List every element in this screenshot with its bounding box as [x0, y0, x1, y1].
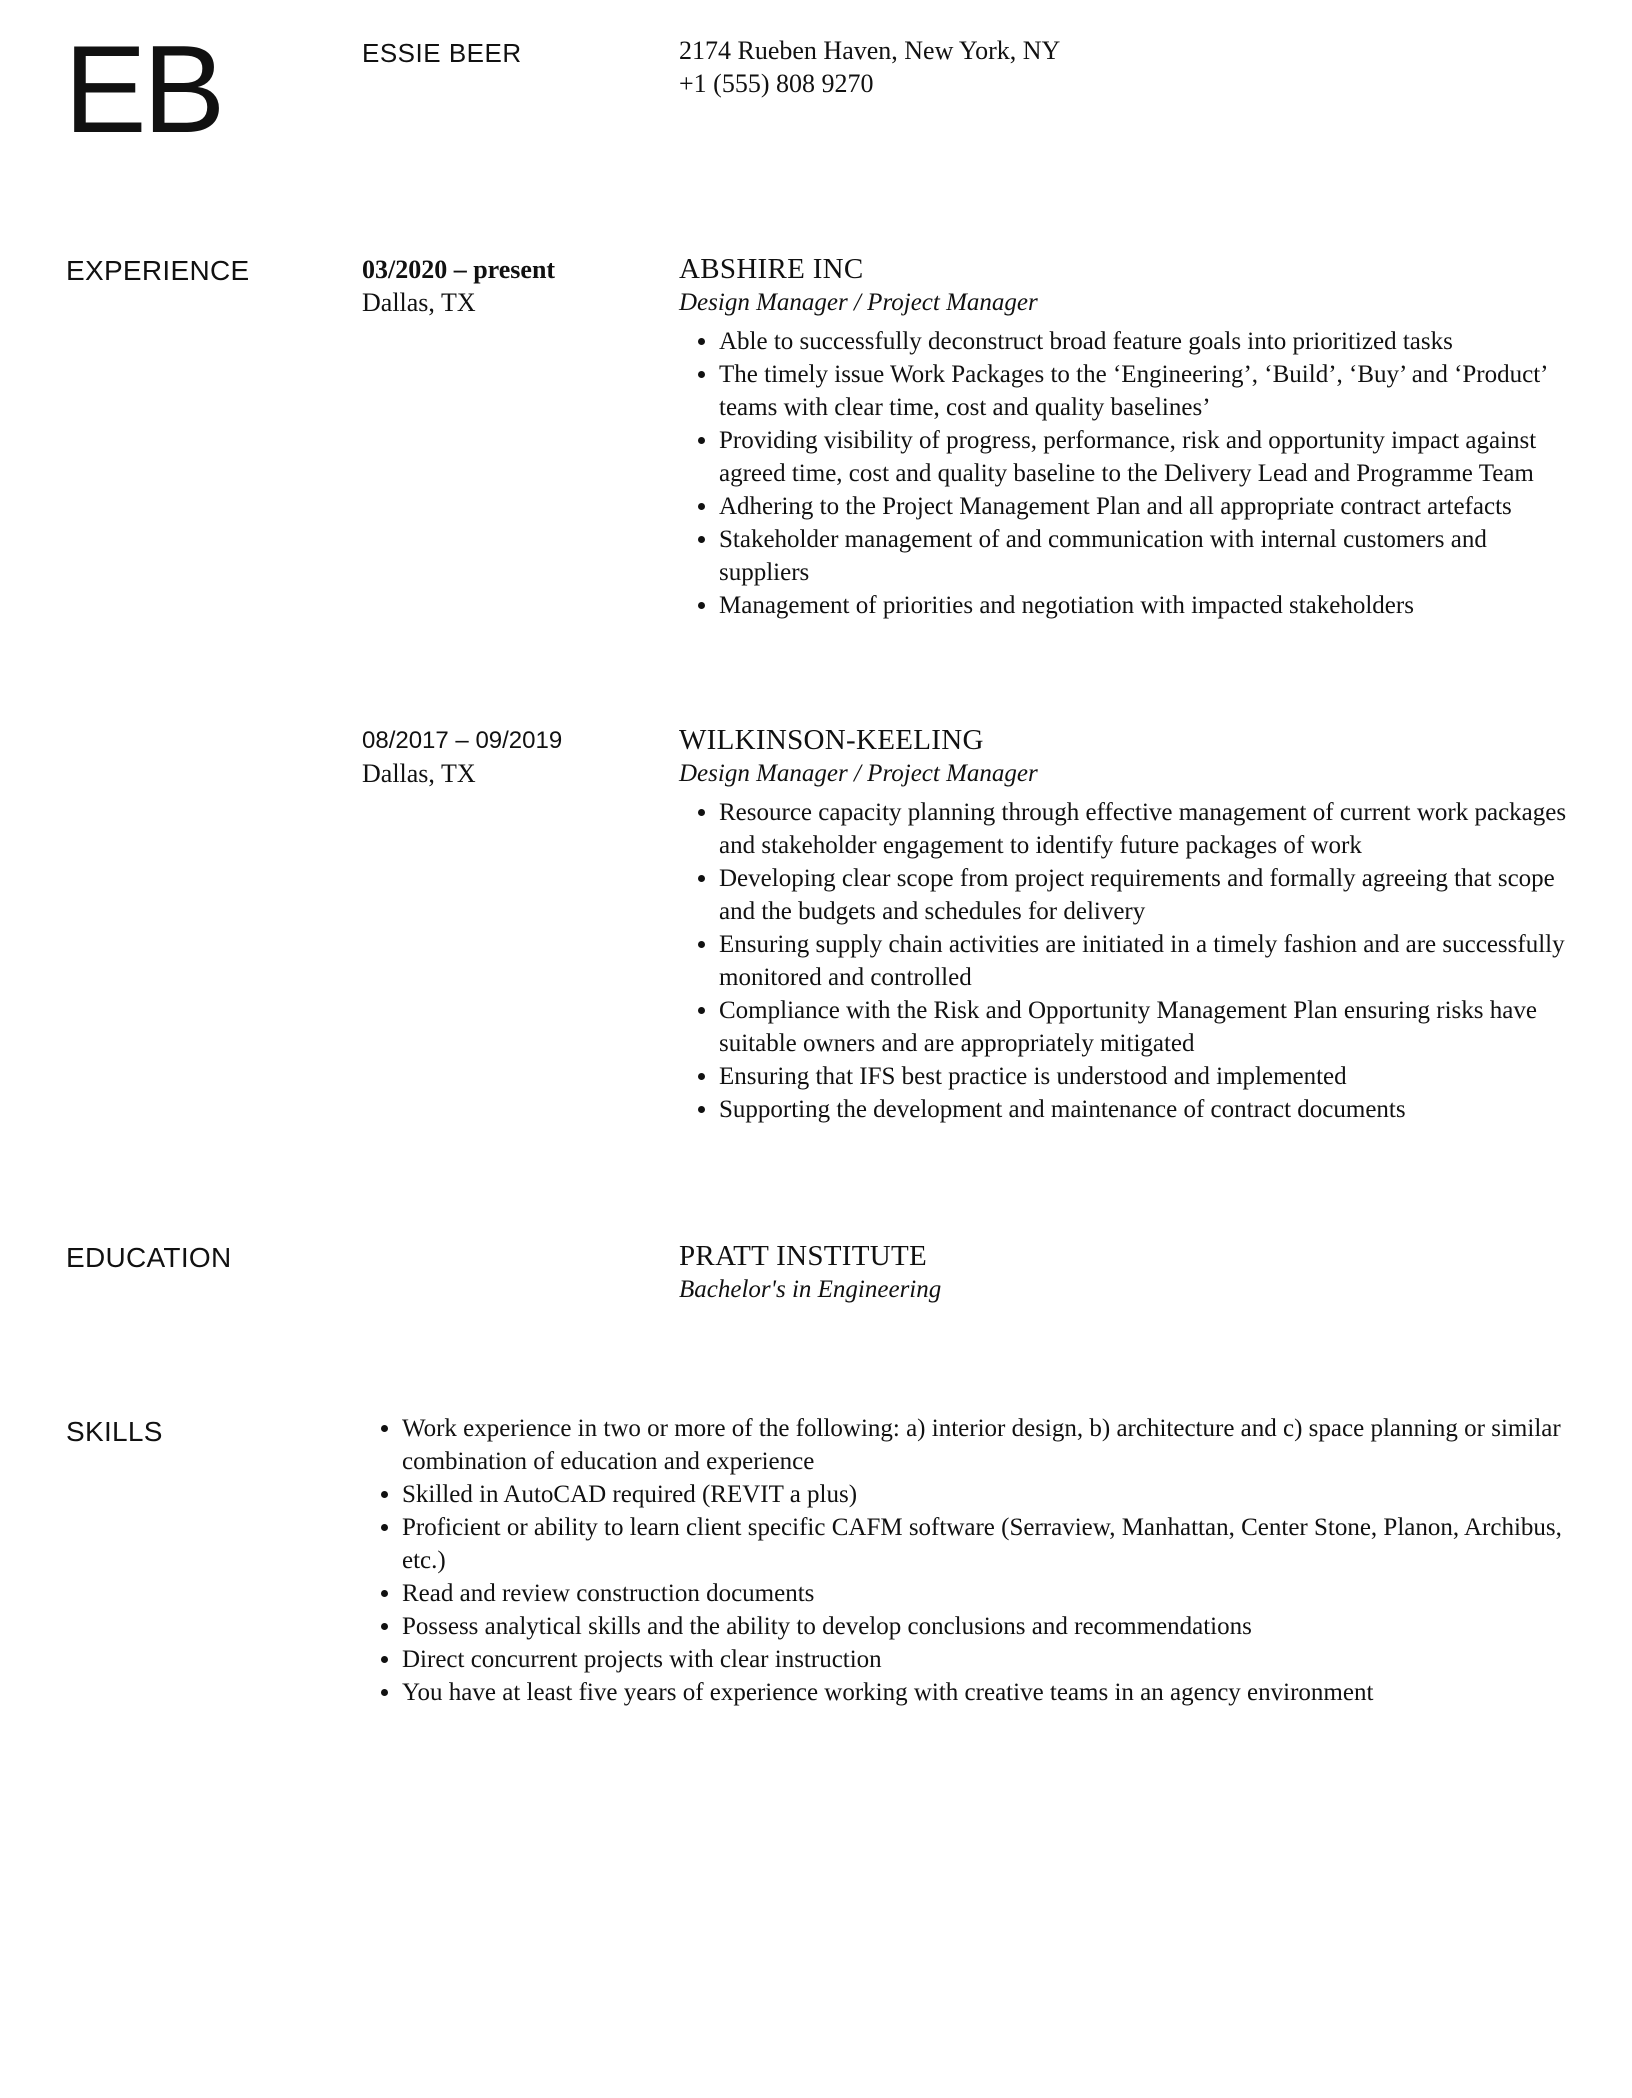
job-1-dates: 03/2020 – present [362, 255, 556, 284]
skills-list [362, 1412, 1572, 1709]
list-item: • Ensuring supply chain activities are initiated in a timely fashion and are successfully monitored and controlled [719, 928, 1579, 994]
list-item: • Stakeholder management of and communication with internal customers and suppliers [719, 523, 1579, 589]
job-1-entry [679, 251, 1579, 622]
job-2-entry [679, 722, 1579, 1126]
list-item: • Developing clear scope from project requirements and formally agreeing that scope and the budgets and schedules for delivery [719, 862, 1579, 928]
list-item: • The timely issue Work Packages to the ‘Engineering’, ‘Build’, ‘Buy’ and ‘Product’ teams with clear time, cost and quality baselines’ [719, 358, 1579, 424]
list-item: • Adhering to the Project Management Plan and all appropriate contract artefacts [719, 490, 1579, 523]
list-item: • Work experience in two or more of the following: a) interior design, b) architecture and c) space planning or similar combination of education and experience [402, 1412, 1572, 1478]
list-item: • Skilled in AutoCAD required (REVIT a plus) [402, 1478, 1572, 1511]
list-item: • Supporting the development and maintenance of contract documents [719, 1093, 1579, 1126]
job-2-company: WILKINSON-KEELING [679, 724, 984, 756]
job-2-bullets [679, 796, 1579, 1126]
candidate-name: ESSIE BEER [362, 38, 522, 68]
job-2-dates: 08/2017 – 09/2019 [362, 727, 563, 754]
school-name: PRATT INSTITUTE [679, 1240, 928, 1272]
monogram: EB [64, 21, 222, 159]
list-item: • Read and review construction documents [402, 1577, 1572, 1610]
degree: Bachelor's in Engineering [679, 1276, 942, 1303]
education-heading: EDUCATION [66, 1242, 232, 1273]
list-item: • Possess analytical skills and the ability to develop conclusions and recommendations [402, 1610, 1572, 1643]
contact-block [679, 34, 1060, 100]
list-item: • Direct concurrent projects with clear instruction [402, 1643, 1572, 1676]
job-2-role: Design Manager / Project Manager [679, 760, 1038, 787]
job-1-bullets [679, 325, 1579, 622]
phone: +1 (555) 808 9270 [679, 69, 874, 98]
list-item: • Able to successfully deconstruct broad feature goals into prioritized tasks [719, 325, 1579, 358]
list-item: • Ensuring that IFS best practice is understood and implemented [719, 1060, 1579, 1093]
job-2-location: Dallas, TX [362, 759, 476, 788]
list-item: • Compliance with the Risk and Opportunity Management Plan ensuring risks have suitable owners and are appropriately mitigated [719, 994, 1579, 1060]
skills-heading: SKILLS [66, 1416, 163, 1447]
job-1-company: ABSHIRE INC [679, 253, 864, 285]
list-item: • Proficient or ability to learn client specific CAFM software (Serraview, Manhattan, Center Stone, Planon, Archibus, etc.) [402, 1511, 1572, 1577]
job-2-dates-block [362, 724, 562, 790]
list-item: • Resource capacity planning through effective management of current work packages and stakeholder engagement to identify future packages of work [719, 796, 1579, 862]
job-1-location: Dallas, TX [362, 288, 476, 317]
list-item: • Management of priorities and negotiation with impacted stakeholders [719, 589, 1579, 622]
job-1-role: Design Manager / Project Manager [679, 289, 1038, 316]
address: 2174 Rueben Haven, New York, NY [679, 36, 1061, 65]
experience-heading: EXPERIENCE [66, 255, 250, 286]
list-item: • You have at least five years of experience working with creative teams in an agency environment [402, 1676, 1572, 1709]
list-item: • Providing visibility of progress, performance, risk and opportunity impact against agreed time, cost and quality baseline to the Delivery Lead and Programme Team [719, 424, 1579, 490]
job-1-dates-block [362, 253, 555, 319]
education-entry [679, 1238, 1579, 1312]
skills-block [362, 1412, 1572, 1709]
